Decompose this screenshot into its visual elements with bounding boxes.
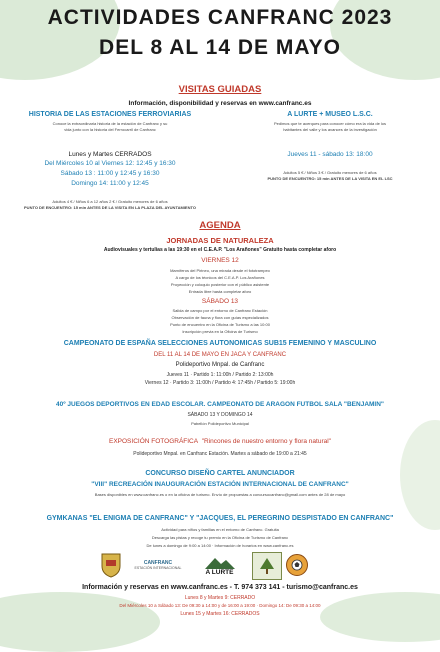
footer-line: Del Miércoles 10 a Sábado 13: De 09:30 a 14:00 y de 16:00 a 19:00 · Domingo 14: De 09:30 a 14:00 [119,603,321,608]
jornadas-viernes-line: A cargo de los técnicos del C.E.A.P. Los Arañones [175,275,265,280]
jornadas-viernes-line: Entrada libre hasta completar aforo [188,289,252,294]
footer-line: Lunes 15 y Martes 16: CERRADOS [180,611,260,617]
visitas-heading: VISITAS GUIADAS [178,84,262,95]
canfranc-estacion-logo [128,552,188,578]
ceap-logo [252,552,282,580]
logo-alurte-text: A LURTE [205,568,234,576]
gymkanas-line: Actividad para niños y familias en el entorno de Canfranc. Gratuita [161,527,279,532]
juegos-venue: Pabellón Polideportivo Municipal [191,421,249,426]
gymkanas-line: Descarga las pistas y recoge tu premio en la Oficina de Turismo de Canfranc [151,535,289,540]
jornadas-sabado-label: SÁBADO 13 [201,298,239,305]
visita-left-hours: Del Miércoles 10 al Viernes 12: 12:45 y 16:30 [44,160,176,167]
alurte-logo [192,552,247,578]
mountain-icon [205,555,235,569]
visita-left-desc: Conoce la extraordinaria historia de la estación de Canfranc y su [52,121,168,126]
jornadas-viernes-label: VIERNES 12 [201,257,239,264]
jornadas-sub: Audiovisuales y tertulias a las 19:30 en el C.E.A.P. "Los Arañones" Gratuito hasta completar aforo [103,247,337,253]
visita-left-note: Adultos 4 € / Niños 6 a 12 años 2 € / Gratuito menores de 6 años [52,199,168,204]
visitas-info: Información, disponibilidad y reservas en www.canfranc.es [128,100,312,107]
footer-line: Lunes 8 y Martes 9: CERRADO [184,595,256,601]
footer-info: Información y reservas en www.canfranc.es - T. 974 373 141 - turismo@canfranc.es [82,584,358,591]
visita-right-note: Adultos 5 € / Niños 3 € / Gratuito menores de 6 años [283,170,377,175]
campeonato-title: CAMPEONATO DE ESPAÑA SELECCIONES AUTONOMICAS SUB15 FEMENINO Y MASCULINO [63,340,377,347]
ball-icon [291,559,303,571]
concurso-title: CONCURSO DISEÑO CARTEL ANUNCIADOR [145,470,295,477]
visita-left-title [0,111,220,118]
gymkanas-title: GYMKANAS "EL ENIGMA DE CANFRANC" Y "JACQUES, EL PEREGRINO DESPISTADO EN CANFRANC" [46,515,394,522]
expo-title [0,438,440,445]
title-line-1: ACTIVIDADES CANFRANC 2023 [47,6,393,29]
visita-left-hours: Domingo 14: 11:00 y 12:45 [71,180,149,187]
juegos-title: 40º JUEGOS DEPORTIVOS EN EDAD ESCOLAR. CAMPEONATO DE ARAGON FUTBOL SALA "BENJAMIN" [55,401,385,408]
expo-title-b: "Rincones de nuestro entorno y flora natural" [201,438,331,445]
campeonato-venue: Polideportivo Mnpal. de Canfranc [175,362,265,368]
title-line-2: DEL 8 AL 14 DE MAYO [99,36,341,59]
logo-canfranc-text: CANFRANC [143,560,173,566]
campeonato-line: Jueves 11 · Partido 1: 11:00h / Partido 2: 13:00h [166,372,274,378]
shield-icon [100,552,122,578]
visita-left-hours: Sábado 13 : 11:00 y 12:45 y 16:30 [60,170,160,177]
visita-left-desc: vida junto con la historia del Ferrocarril de Canfranc [64,127,156,132]
tree-icon [258,557,276,575]
jornadas-viernes-line: Mamíferos del Pirineo, una mirada desde el fototrampeo [170,268,270,273]
visita-right-title-text: A LURTE + MUSEO L.S.C. [287,111,373,118]
visita-right-desc: habitantes del valle y los avances de la investigación [283,127,377,132]
campeonato-dates: DEL 11 AL 14 DE MAYO EN JACA Y CANFRANC [153,352,287,358]
expo-title-a: EXPOSICIÓN FOTOGRÁFICA [109,438,199,445]
visita-left-title-text: HISTORIA DE LAS ESTACIONES FERROVIARIAS [28,111,192,118]
agenda-heading: AGENDA [199,220,241,231]
visita-right-desc: Pedimos que te acerques para conocer cómo era la vida de los [273,121,387,126]
jornadas-sabado-line: Punto de encuentro en la Oficina de Turismo a las 10:00 [170,322,270,327]
club-logo [286,554,308,576]
jornadas-sabado-line: Inscripción previa en la Oficina de Turismo [182,329,258,334]
logo-estacion-text: ESTACIÓN INTERNACIONAL [134,566,182,570]
visita-right-note: PUNTO DE ENCUENTRO: 15 min ANTES DE LA VISITA EN EL LSC [267,176,393,181]
jornadas-viernes-line: Proyección y coloquio posterior con el público asistente [170,282,270,287]
canfranc-shield-logo [98,552,124,578]
concurso-subtitle: "VIII" RECREACIÓN INAUGURACIÓN ESTACIÓN INTERNACIONAL DE CANFRANC" [91,481,349,488]
visita-right-hours: Jueves 11 - sábado 13: 18:00 [287,151,373,158]
gymkanas-line: De lunes a domingo de 9:00 a 14:00 · Información de horarios en www.canfranc.es [146,543,294,548]
concurso-detail: Bases disponibles en www.canfranc.es o en la oficina de turismo. Envío de propuestas a concursocanfranc@gmail.com antes de 28 de mayo [94,492,346,497]
visita-left-note: PUNTO DE ENCUENTRO: 15 min ANTES DE LA VISITA EN LA PLAZA DEL AYUNTAMIENTO [24,205,196,210]
campeonato-line: Viernes 12 · Partido 3: 11:00h / Partido 4: 17:45h / Partido 5: 19:00h [144,380,296,386]
expo-detail: Polideportivo Mnpal. en Canfranc Estación. Martes a sábado de 19:00 a 21:45 [133,451,307,457]
decor-blob [0,592,160,652]
visita-right-title [220,111,440,118]
jornadas-sabado-line: Observación de fauna y flora con guías especializados [171,315,269,320]
juegos-dates: SÁBADO 13 Y DOMINGO 14 [187,412,253,418]
visita-left-closed: Lunes y Martes CERRADOS [68,151,152,158]
jornadas-title: JORNADAS DE NATURALEZA [166,236,274,245]
jornadas-sabado-line: Salida de campo por el entorno de Canfranc Estación [172,308,268,313]
